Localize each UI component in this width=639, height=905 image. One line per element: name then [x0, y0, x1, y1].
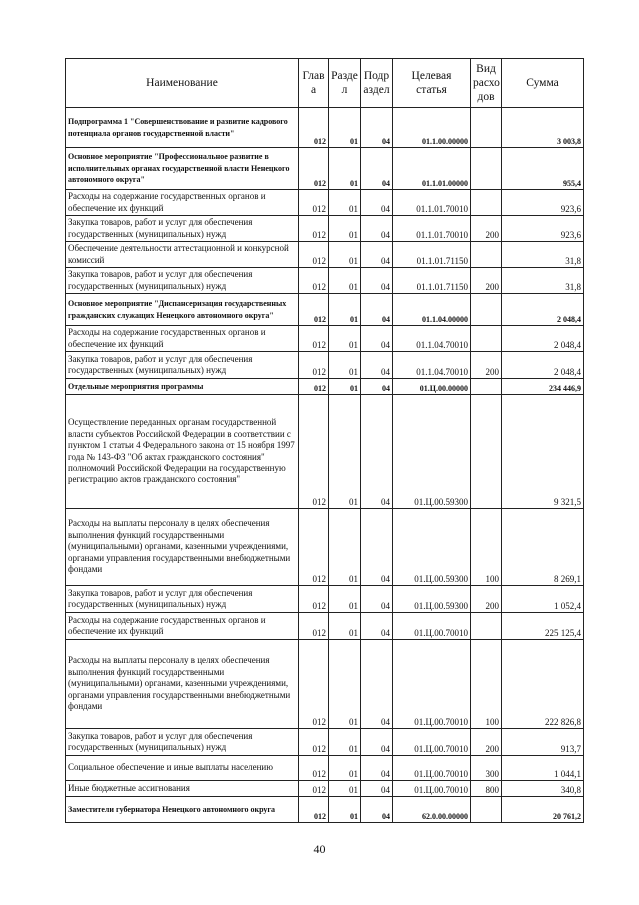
page-number: 40	[313, 842, 326, 856]
cell-razdel: 01	[329, 586, 361, 613]
cell-razdel: 01	[329, 242, 361, 268]
cell-vid	[471, 242, 502, 268]
cell-razdel: 01	[329, 379, 361, 395]
cell-podrazdel: 04	[361, 326, 393, 352]
table-row	[66, 509, 584, 586]
cell-summa: 31,8	[502, 268, 584, 294]
cell-summa: 8 269,1	[502, 509, 584, 586]
cell-summa: 923,6	[502, 190, 584, 216]
cell-podrazdel: 04	[361, 586, 393, 613]
cell-summa: 31,8	[502, 242, 584, 268]
cell-glava: 012	[299, 781, 329, 797]
cell-podrazdel: 04	[361, 216, 393, 242]
cell-glava: 012	[299, 108, 329, 148]
cell-vid	[471, 395, 502, 509]
table-row	[66, 756, 584, 781]
cell-statya: 01.Ц.00.59300	[393, 395, 471, 509]
table-row	[66, 268, 584, 294]
cell-name: Закупка товаров, работ и услуг для обеспечения государственных (муниципальных) нужд	[66, 729, 299, 756]
cell-name: Отдельные мероприятия программы	[66, 379, 299, 395]
cell-vid	[471, 108, 502, 148]
cell-razdel: 01	[329, 509, 361, 586]
cell-glava: 012	[299, 640, 329, 729]
cell-vid: 100	[471, 640, 502, 729]
cell-razdel: 01	[329, 148, 361, 190]
cell-name: Основное мероприятие "Профессиональное развитие в исполнительных органах государственной власти Ненецкого автономного округа"	[66, 148, 299, 190]
cell-vid	[471, 190, 502, 216]
cell-razdel: 01	[329, 294, 361, 326]
cell-vid: 200	[471, 586, 502, 613]
table-row	[66, 352, 584, 379]
cell-razdel: 01	[329, 756, 361, 781]
table-row	[66, 108, 584, 148]
cell-vid: 200	[471, 352, 502, 379]
cell-statya: 01.Ц.00.70010	[393, 781, 471, 797]
cell-statya: 01.Ц.00.59300	[393, 586, 471, 613]
cell-podrazdel: 04	[361, 613, 393, 640]
cell-statya: 01.Ц.00.70010	[393, 729, 471, 756]
header-name: Наименование	[66, 59, 299, 108]
cell-vid	[471, 326, 502, 352]
cell-podrazdel: 04	[361, 190, 393, 216]
cell-vid	[471, 613, 502, 640]
header-vid: Вид расхо дов	[471, 59, 502, 108]
cell-statya: 01.1.04.70010	[393, 352, 471, 379]
cell-razdel: 01	[329, 352, 361, 379]
cell-name: Обеспечение деятельности аттестационной и конкурсной комиссий	[66, 242, 299, 268]
cell-glava: 012	[299, 242, 329, 268]
cell-statya: 01.1.04.00000	[393, 294, 471, 326]
header-podrazdel: Подр аздел	[361, 59, 393, 108]
cell-vid: 200	[471, 729, 502, 756]
cell-podrazdel: 04	[361, 640, 393, 729]
cell-razdel: 01	[329, 781, 361, 797]
cell-glava: 012	[299, 268, 329, 294]
cell-summa: 923,6	[502, 216, 584, 242]
cell-podrazdel: 04	[361, 352, 393, 379]
header-summa: Сумма	[502, 59, 584, 108]
cell-statya: 01.Ц.00.70010	[393, 640, 471, 729]
cell-glava: 012	[299, 352, 329, 379]
cell-summa: 1 052,4	[502, 586, 584, 613]
cell-name: Закупка товаров, работ и услуг для обеспечения государственных (муниципальных) нужд	[66, 216, 299, 242]
cell-summa: 913,7	[502, 729, 584, 756]
cell-podrazdel: 04	[361, 268, 393, 294]
cell-vid: 800	[471, 781, 502, 797]
cell-summa: 1 044,1	[502, 756, 584, 781]
cell-statya: 01.1.04.70010	[393, 326, 471, 352]
cell-razdel: 01	[329, 729, 361, 756]
cell-razdel: 01	[329, 190, 361, 216]
cell-glava: 012	[299, 729, 329, 756]
cell-name: Социальное обеспечение и иные выплаты населению	[66, 756, 299, 781]
cell-summa: 234 446,9	[502, 379, 584, 395]
cell-vid: 200	[471, 216, 502, 242]
cell-vid	[471, 379, 502, 395]
cell-podrazdel: 04	[361, 108, 393, 148]
cell-vid	[471, 148, 502, 190]
cell-statya: 01.Ц.00.00000	[393, 379, 471, 395]
cell-name: Основное мероприятие "Диспансеризация государственных гражданских служащих Ненецкого автономного округа"	[66, 294, 299, 326]
table-row	[66, 326, 584, 352]
cell-name: Расходы на содержание государственных органов и обеспечение их функций	[66, 613, 299, 640]
header-razdel: Разде л	[329, 59, 361, 108]
cell-glava: 012	[299, 756, 329, 781]
table-row	[66, 216, 584, 242]
cell-glava: 012	[299, 379, 329, 395]
table-row	[66, 640, 584, 729]
cell-summa: 2 048,4	[502, 352, 584, 379]
cell-podrazdel: 04	[361, 148, 393, 190]
cell-podrazdel: 04	[361, 242, 393, 268]
cell-statya: 01.1.00.00000	[393, 108, 471, 148]
cell-vid	[471, 294, 502, 326]
cell-statya: 01.1.01.70010	[393, 216, 471, 242]
cell-summa: 340,8	[502, 781, 584, 797]
table-row	[66, 781, 584, 797]
cell-vid: 100	[471, 509, 502, 586]
cell-statya: 01.Ц.00.70010	[393, 613, 471, 640]
cell-glava: 012	[299, 294, 329, 326]
cell-summa: 9 321,5	[502, 395, 584, 509]
cell-name: Осуществление переданных органам государственной власти субъектов Российской Федерации в соответствии с пунктом 1 статьи 4 Федерального закона от 15 ноября 1997 года № 143-ФЗ "Об актах гражданского состояния" полномочий Российской Федерации на государственную регистрацию актов гражданского состояния"	[66, 395, 299, 509]
table-row	[66, 586, 584, 613]
cell-summa: 955,4	[502, 148, 584, 190]
cell-vid	[471, 797, 502, 823]
cell-razdel: 01	[329, 797, 361, 823]
cell-statya: 01.1.01.70010	[393, 190, 471, 216]
table-row	[66, 379, 584, 395]
cell-glava: 012	[299, 190, 329, 216]
cell-summa: 222 826,8	[502, 640, 584, 729]
cell-statya: 01.1.01.00000	[393, 148, 471, 190]
cell-statya: 01.1.01.71150	[393, 242, 471, 268]
cell-vid: 300	[471, 756, 502, 781]
table-row	[66, 294, 584, 326]
cell-podrazdel: 04	[361, 379, 393, 395]
cell-razdel: 01	[329, 613, 361, 640]
budget-table	[65, 58, 584, 823]
cell-name: Иные бюджетные ассигнования	[66, 781, 299, 797]
cell-statya: 01.1.01.71150	[393, 268, 471, 294]
cell-razdel: 01	[329, 216, 361, 242]
cell-podrazdel: 04	[361, 395, 393, 509]
table-row	[66, 797, 584, 823]
cell-glava: 012	[299, 216, 329, 242]
cell-name: Расходы на выплаты персоналу в целях обеспечения выполнения функций государственными (муниципальными) органами, казенными учреждениями, органами управления государственными внебюджетными фондами	[66, 509, 299, 586]
table-row	[66, 190, 584, 216]
table-row	[66, 395, 584, 509]
cell-name: Закупка товаров, работ и услуг для обеспечения государственных (муниципальных) нужд	[66, 352, 299, 379]
cell-summa: 2 048,4	[502, 326, 584, 352]
cell-name: Расходы на содержание государственных органов и обеспечение их функций	[66, 190, 299, 216]
table-row	[66, 729, 584, 756]
cell-name: Закупка товаров, работ и услуг для обеспечения государственных (муниципальных) нужд	[66, 586, 299, 613]
cell-razdel: 01	[329, 640, 361, 729]
cell-podrazdel: 04	[361, 509, 393, 586]
cell-name: Расходы на выплаты персоналу в целях обеспечения выполнения функций государственными (муниципальными) органами, казенными учреждениями, органами управления государственными внебюджетными фондами	[66, 640, 299, 729]
cell-glava: 012	[299, 797, 329, 823]
cell-glava: 012	[299, 326, 329, 352]
cell-summa: 2 048,4	[502, 294, 584, 326]
cell-glava: 012	[299, 509, 329, 586]
cell-razdel: 01	[329, 395, 361, 509]
table-row	[66, 148, 584, 190]
header-glava: Глав а	[299, 59, 329, 108]
cell-vid: 200	[471, 268, 502, 294]
cell-name: Заместители губернатора Ненецкого автономного округа	[66, 797, 299, 823]
cell-razdel: 01	[329, 326, 361, 352]
table-row	[66, 613, 584, 640]
cell-glava: 012	[299, 395, 329, 509]
cell-glava: 012	[299, 148, 329, 190]
cell-podrazdel: 04	[361, 797, 393, 823]
table-header-row	[66, 59, 584, 108]
header-statya: Целевая статья	[393, 59, 471, 108]
cell-glava: 012	[299, 586, 329, 613]
cell-summa: 3 003,8	[502, 108, 584, 148]
cell-podrazdel: 04	[361, 294, 393, 326]
cell-summa: 225 125,4	[502, 613, 584, 640]
cell-razdel: 01	[329, 268, 361, 294]
cell-podrazdel: 04	[361, 756, 393, 781]
cell-summa: 20 761,2	[502, 797, 584, 823]
cell-podrazdel: 04	[361, 781, 393, 797]
cell-razdel: 01	[329, 108, 361, 148]
table-row	[66, 242, 584, 268]
cell-name: Расходы на содержание государственных органов и обеспечение их функций	[66, 326, 299, 352]
cell-glava: 012	[299, 613, 329, 640]
table-body	[66, 108, 584, 823]
cell-statya: 01.Ц.00.70010	[393, 756, 471, 781]
cell-statya: 62.0.00.00000	[393, 797, 471, 823]
cell-podrazdel: 04	[361, 729, 393, 756]
cell-name: Подпрограмма 1 "Совершенствование и развитие кадрового потенциала органов государственной власти"	[66, 108, 299, 148]
cell-name: Закупка товаров, работ и услуг для обеспечения государственных (муниципальных) нужд	[66, 268, 299, 294]
cell-statya: 01.Ц.00.59300	[393, 509, 471, 586]
